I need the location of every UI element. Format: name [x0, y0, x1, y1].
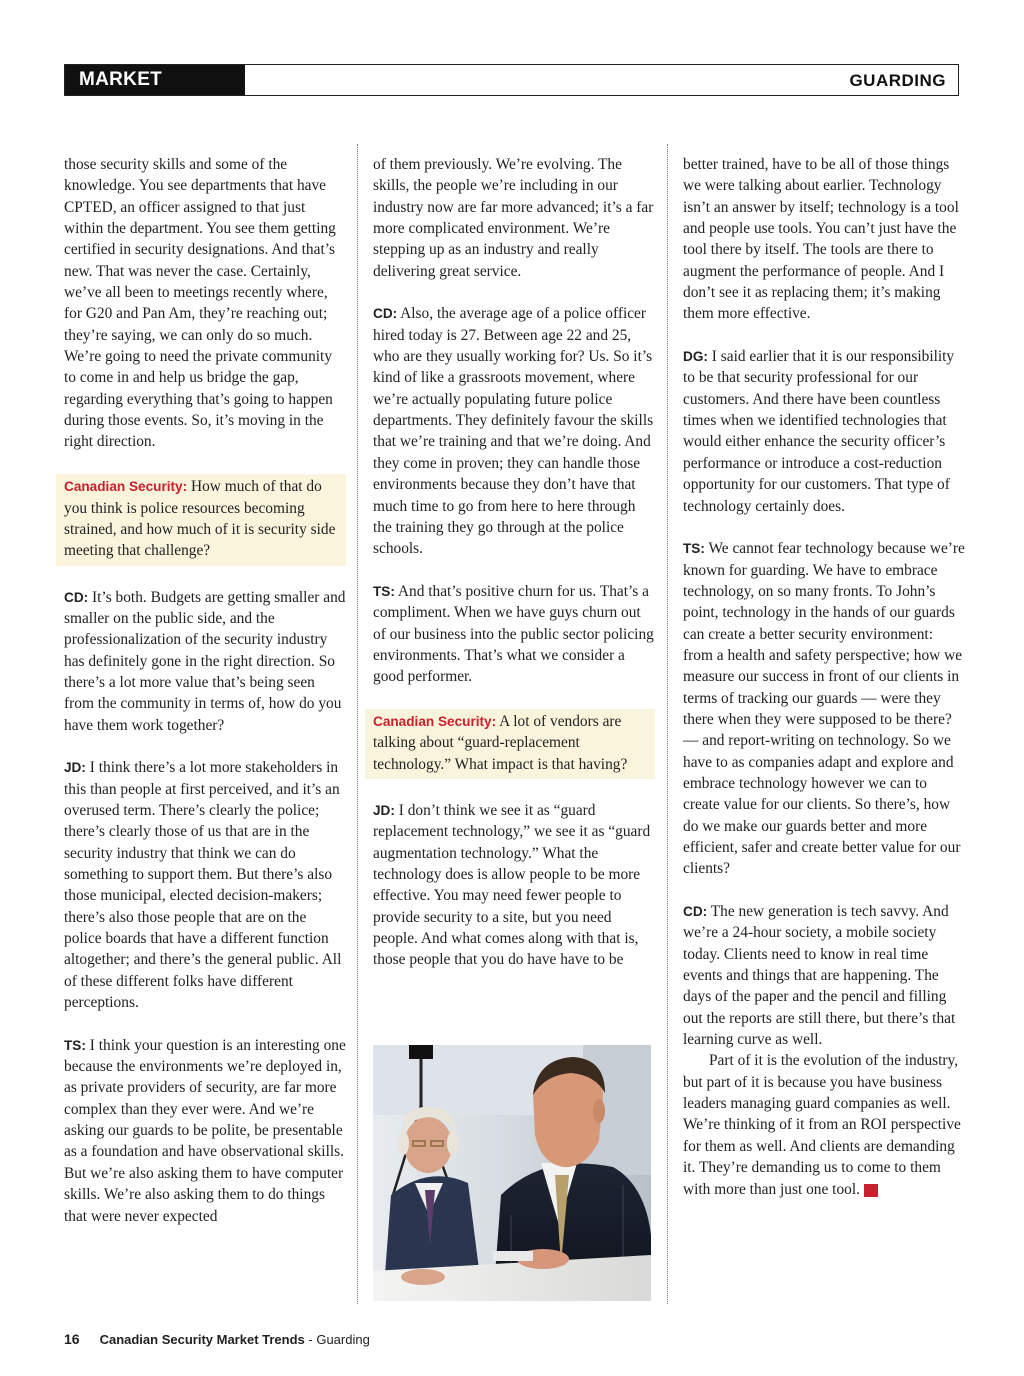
column-divider [357, 144, 358, 1304]
speaker-label: TS: [683, 541, 705, 557]
answer-paragraph [373, 303, 655, 559]
topic-label: GUARDING [849, 71, 946, 90]
speaker-label: DG: [683, 349, 708, 365]
panel-photo [373, 1045, 651, 1301]
speaker-label: CD: [683, 904, 708, 920]
answer-paragraph [373, 800, 655, 971]
question-text: A lot of vendors are talking about “guard-replacement technology.” What impact is that having? [373, 712, 628, 773]
answer-paragraph [683, 538, 965, 880]
continuation-text: Part of it is the evolution of the industry, but part of it is because you have business leaders managing guard companies as well. We’re thinking of it from an ROI perspective for them as well. And clients are demanding it. They’re demanding us to come to them with more than just one tool. [683, 1052, 961, 1198]
answer-text: I think there’s a lot more stakeholders in this than people at first perceived, and it’s an overused term. There’s clearly the police; there’s clearly those of us that are in the security industry that think we can do something to support them. But there’s also those municipal, elected decision-makers; there’s also those people that are on the police boards that have a different function altogether; and there’s the general public. All of these different folks have different perceptions. [64, 759, 342, 1012]
column-2 [373, 154, 655, 992]
page-number: 16 [64, 1331, 80, 1347]
interviewer-label: Canadian Security: [373, 713, 497, 729]
column-divider [667, 144, 668, 1304]
answer-text: And that’s positive churn for us. That’s a compliment. When we have guys churn out of our business into the public sector policing environments. That’s what we consider a good performer. [373, 582, 654, 686]
paragraph [683, 1050, 965, 1199]
answer-text: We cannot fear technology because we’re known for guarding. We have to embrace technology, on so many fronts. To John’s point, technology in the hands of our guards can create a better security environment: from a health and safety perspective; how we measure our success in front of our clients in terms of tracking our guards — were they there when they were supposed to be there? — and report-writing on technology. So we have to as companies adapt and explore and embrace technology however we can to create value for our clients. So there’s, how do we make our guards better and more efficient, safer and create better value for our clients? [683, 540, 965, 878]
photo-two-men-at-table [373, 1045, 651, 1301]
footer-section: Guarding [316, 1332, 370, 1347]
answer-paragraph [64, 587, 346, 736]
answer-paragraph [64, 757, 346, 1013]
paragraph: better trained, have to be all of those things we were talking about earlier. Technology isn’t an answer by itself; technology is a tool and people use tools. You can’t just have the tool there by itself. The tools are there to augment the performance of people. And I don’t see it as replacing them; it’s making them more effective. [683, 156, 959, 323]
column-1 [64, 154, 346, 1248]
speaker-label: TS: [64, 1037, 86, 1053]
answer-text: I said earlier that it is our responsibility to be that security professional for our customers. And there have been countless times when we identified technologies that would either enhance the security officer’s performance or introduce a cost-reduction opportunity for our customers. That type of technology certainly does. [683, 348, 955, 515]
speaker-label: TS: [373, 583, 395, 599]
paragraph: those security skills and some of the knowledge. You see departments that have CPTED, an officer assigned to that just within the department. You see them getting certified in security designations. And that’s new. That was never the case. Certainly, we’ve all been to meetings recently where, for G20 and Pan Am, they’re reaching out; they’re saying, we can only do so much. We’re going to need the private community to come in and help us bridge the gap, regarding everything that’s going to happen during those events. So, it’s moving in the right direction. [64, 156, 336, 451]
speaker-label: CD: [373, 306, 398, 322]
answer-text: The new generation is tech savvy. And we’re a 24-hour society, a mobile society today. Clients need to know in real time events and things that are happening. The days of the paper and the pencil and filling out the reports are still there, but there’s that learning curve as well. [683, 903, 956, 1049]
speaker-label: CD: [64, 589, 89, 605]
answer-text: It’s both. Budgets are getting smaller and smaller on the public side, and the professionalization of the security industry has definitely gone in the right direction. So there’s a lot more value that’s being seen from the community in terms of, how do you have them work together? [64, 588, 346, 734]
answer-paragraph [373, 581, 655, 688]
footer-separator: - [304, 1332, 317, 1347]
end-mark-icon: CS [864, 1184, 878, 1197]
speaker-label: JD: [373, 802, 395, 818]
paragraph: of them previously. We’re evolving. The skills, the people we’re including in our industry now are far more advanced; it’s a far more complicated environment. We’re stepping up as an industry and really delivering great service. [373, 156, 654, 280]
section-header [64, 64, 959, 119]
interviewer-question [56, 474, 346, 565]
page-footer [64, 1331, 370, 1347]
answer-paragraph [683, 346, 965, 517]
answer-paragraph [64, 1035, 346, 1227]
interviewer-question [365, 709, 655, 779]
publication-name: Canadian Security Market Trends [99, 1332, 305, 1347]
interviewer-label: Canadian Security: [64, 479, 188, 495]
column-3 [683, 154, 965, 1200]
speaker-label: JD: [64, 760, 86, 776]
section-label: MARKET TRENDS [65, 65, 245, 95]
question-text: How much of that do you think is police resources becoming strained, and how much of it is security side meeting that challenge? [64, 478, 336, 560]
answer-text: I don’t think we see it as “guard replacement technology,” we see it as “guard augmentation technology.” What the technology does is allow people to be more effective. You may need fewer people to provide security to a site, but you need people. And what comes along with that is, those people that you do have have to be [373, 801, 651, 969]
answer-paragraph [683, 901, 965, 1050]
answer-text: Also, the average age of a police officer hired today is 27. Between age 22 and 25, who are they usually working for? Us. So it’s kind of like a grassroots movement, where we’re actually populating future police departments. They definitely favour the skills that we’re training and that we’re doing. And they come in proven; they can handle those environments because they don’t have that much time to go from here to here through the training they go through at the police schools. [373, 305, 654, 558]
answer-text: I think your question is an interesting one because the environments we’re deployed in, as private providers of security, are far more complex than they ever were. And we’re asking our guards to be polite, be presentable as a foundation and have observational skills. But we’re also asking them to have computer skills. We’re also asking them to do things that were never expected [64, 1036, 346, 1225]
